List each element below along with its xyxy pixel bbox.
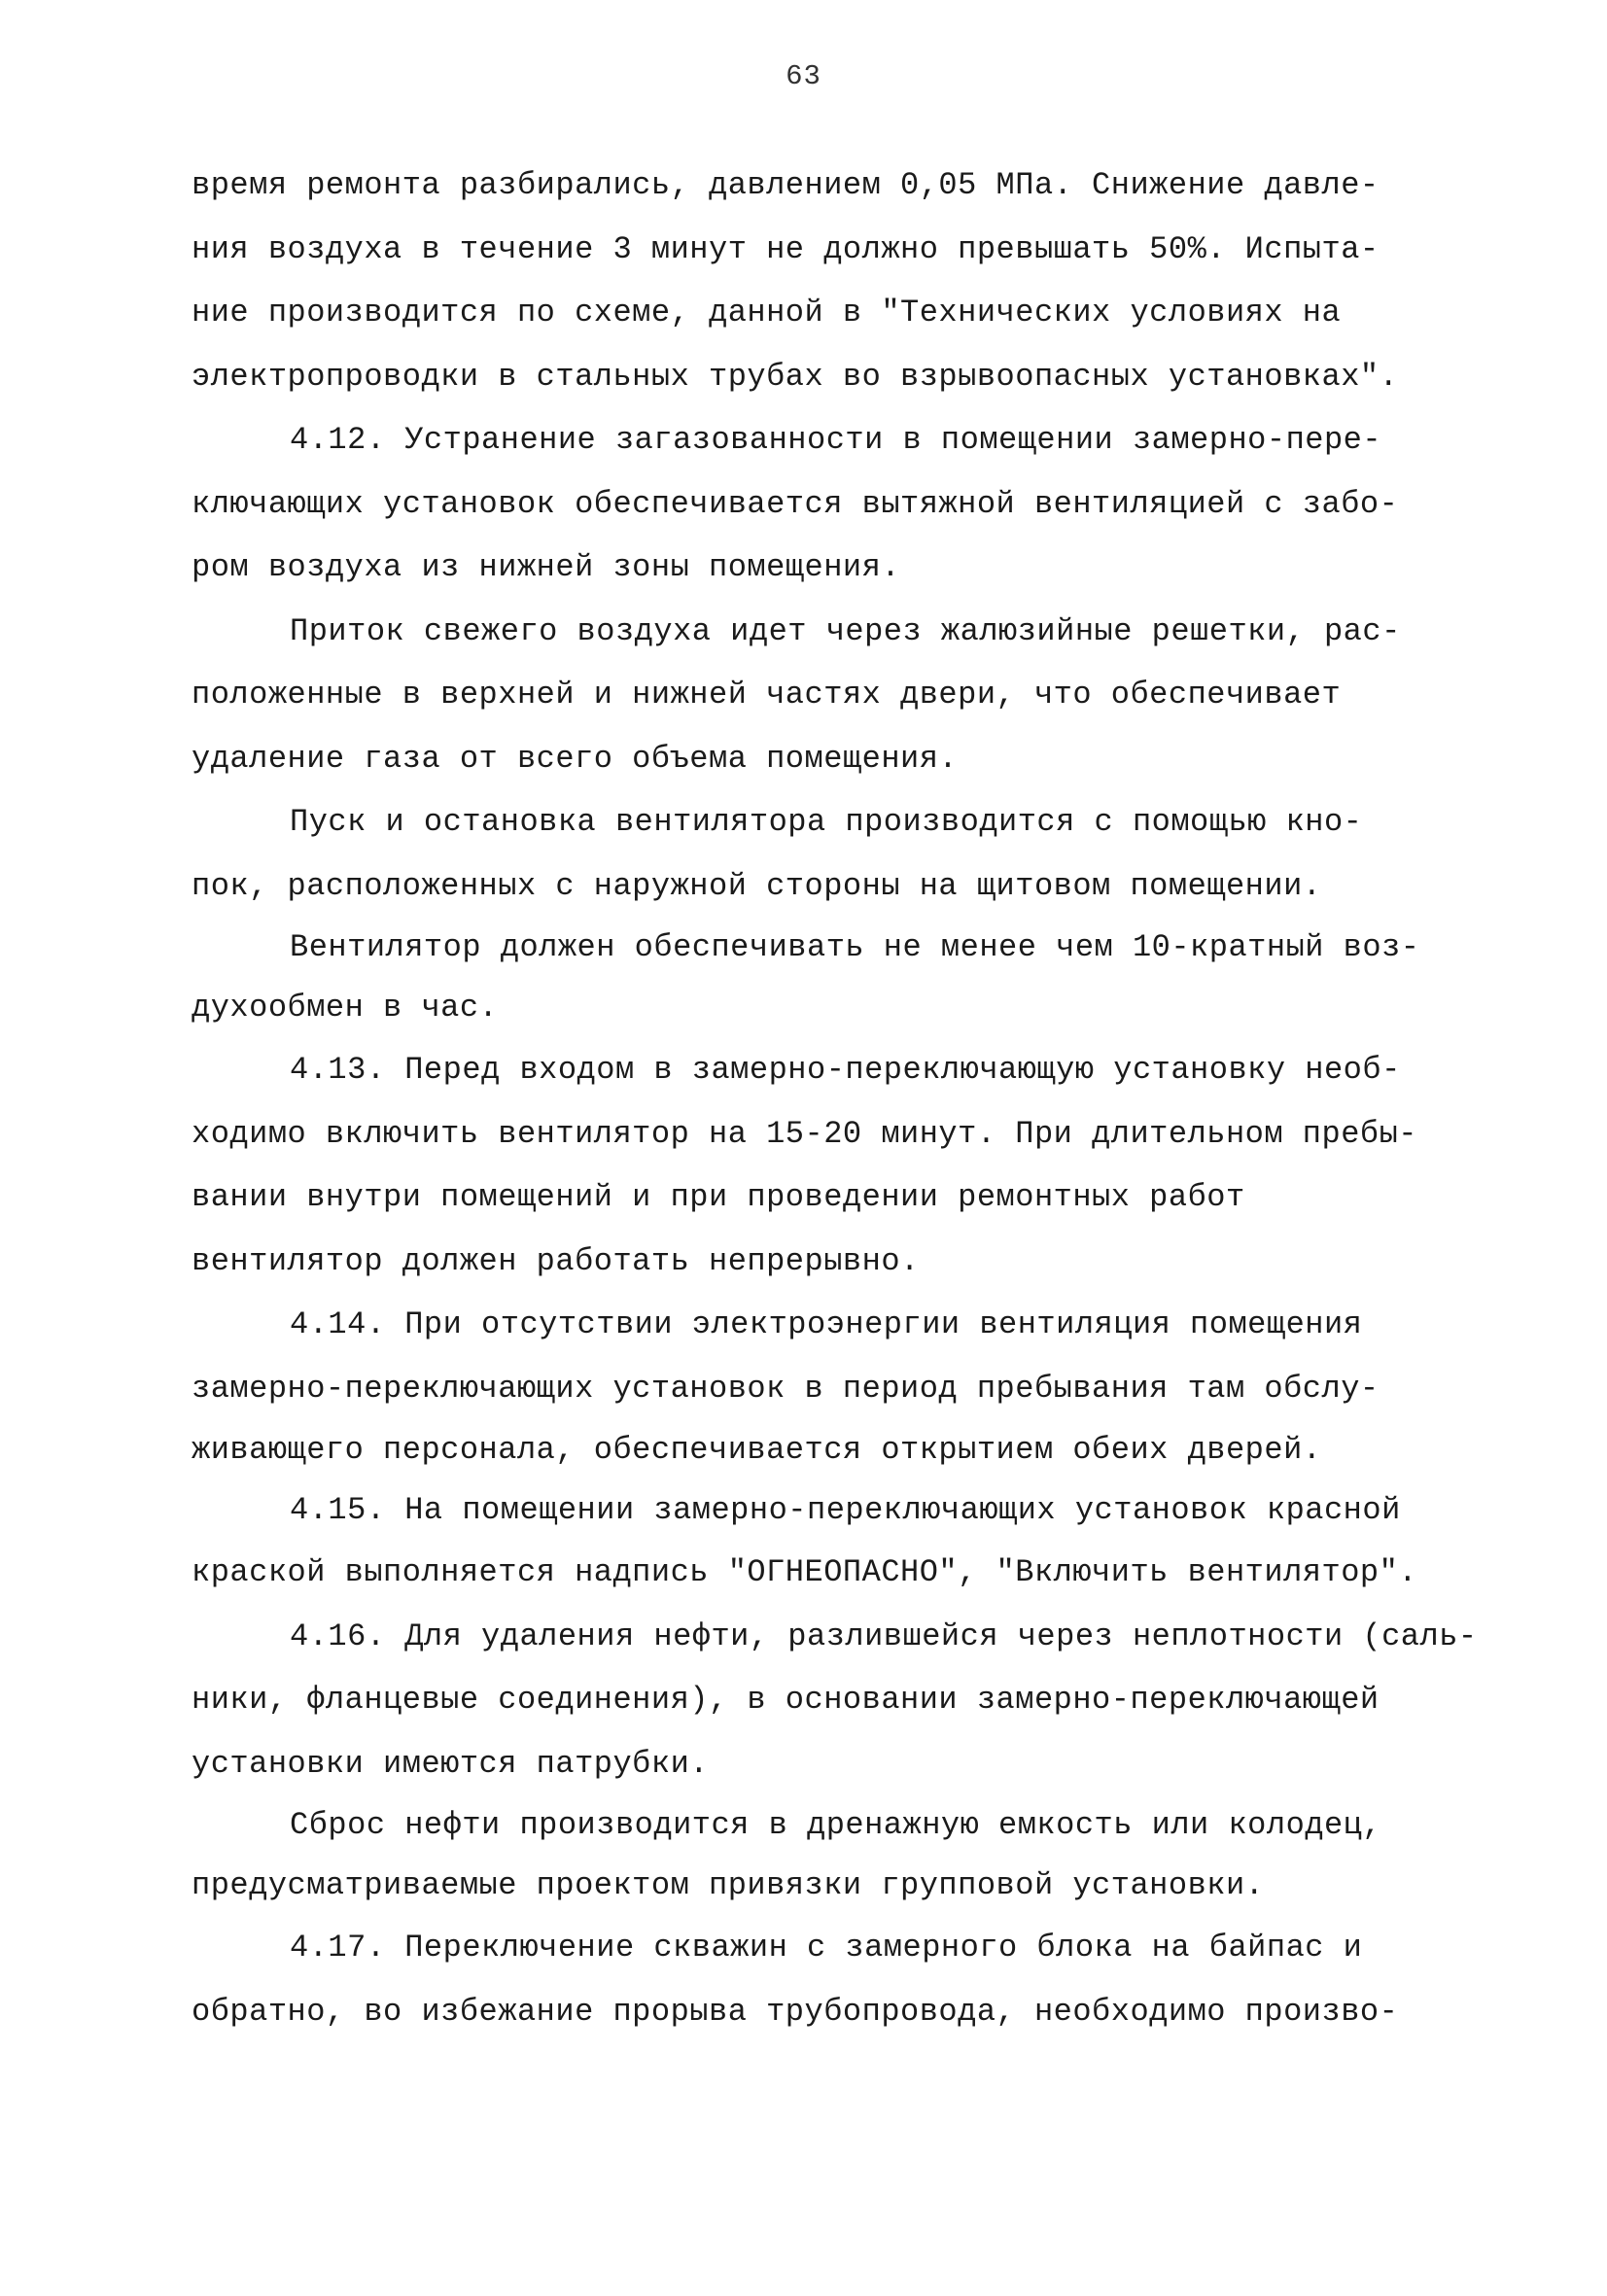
text-line: ключающих установок обеспечивается вытяжной вентиляцией с забо- — [192, 485, 1399, 522]
page-number: 63 — [786, 60, 821, 92]
text-line: духообмен в час. — [192, 990, 499, 1026]
paragraph-first-line: 4.13. Перед входом в замерно-переключающую установку необ- — [290, 1052, 1401, 1088]
text-line: предусматриваемые проектом привязки групповой установки. — [192, 1867, 1265, 1903]
text-line: ние производится по схеме, данной в "Технических условиях на — [192, 295, 1342, 330]
text-line: удаление газа от всего объема помещения. — [192, 740, 959, 777]
paragraph-first-line: 4.15. На помещении замерно-переключающих установок красной — [290, 1492, 1401, 1528]
text-line: ния воздуха в течение 3 минут не должно превышать 50%. Испыта- — [192, 230, 1380, 267]
text-line: электропроводки в стальных трубах во взрывоопасных установках". — [192, 358, 1399, 395]
document-body — [192, 154, 1485, 2043]
text-line: пок, расположенных с наружной стороны на щитовом помещении. — [192, 867, 1322, 904]
text-line: краской выполняется надпись "ОГНЕОПАСНО", "Включить вентилятор". — [192, 1554, 1417, 1590]
paragraph-first-line: Сброс нефти производится в дренажную емкость или колодец, — [290, 1807, 1382, 1843]
paragraph-first-line: 4.16. Для удаления нефти, разлившейся через неплотности (саль- — [290, 1618, 1478, 1654]
text-line: обратно, во избежание прорыва трубопровода, необходимо произво- — [192, 1993, 1399, 2030]
text-line: замерно-переключающих установок в период пребывания там обслу- — [192, 1370, 1380, 1407]
text-line: время ремонта разбирались, давлением 0,05 МПа. Снижение давле- — [192, 167, 1380, 203]
text-line: положенные в верхней и нижней частях двери, что обеспечивает — [192, 677, 1342, 713]
text-line: живающего персонала, обеспечивается открытием обеих дверей. — [192, 1432, 1322, 1468]
paragraph-first-line: Вентилятор должен обеспечивать не менее чем 10-кратный воз- — [290, 929, 1420, 965]
paragraph-first-line: Пуск и остановка вентилятора производится с помощью кно- — [290, 804, 1363, 840]
text-line: установки имеются патрубки. — [192, 1745, 709, 1782]
text-line: ходимо включить вентилятор на 15-20 минут. При длительном пребы- — [192, 1115, 1417, 1152]
text-line: вентилятор должен работать непрерывно. — [192, 1242, 920, 1279]
text-line: ром воздуха из нижней зоны помещения. — [192, 549, 901, 585]
text-line: вании внутри помещений и при проведении ремонтных работ — [192, 1179, 1245, 1215]
paragraph-first-line: 4.17. Переключение скважин с замерного блока на байпас и — [290, 1930, 1363, 1966]
paragraph-first-line: 4.14. При отсутствии электроэнергии вентиляция помещения — [290, 1306, 1363, 1342]
paragraph-first-line: Приток свежего воздуха идет через жалюзийные решетки, рас- — [290, 612, 1401, 649]
paragraph-first-line: 4.12. Устранение загазованности в помещении замерно-пере- — [290, 422, 1382, 458]
text-line: ники, фланцевые соединения), в основании замерно-переключающей — [192, 1682, 1380, 1718]
